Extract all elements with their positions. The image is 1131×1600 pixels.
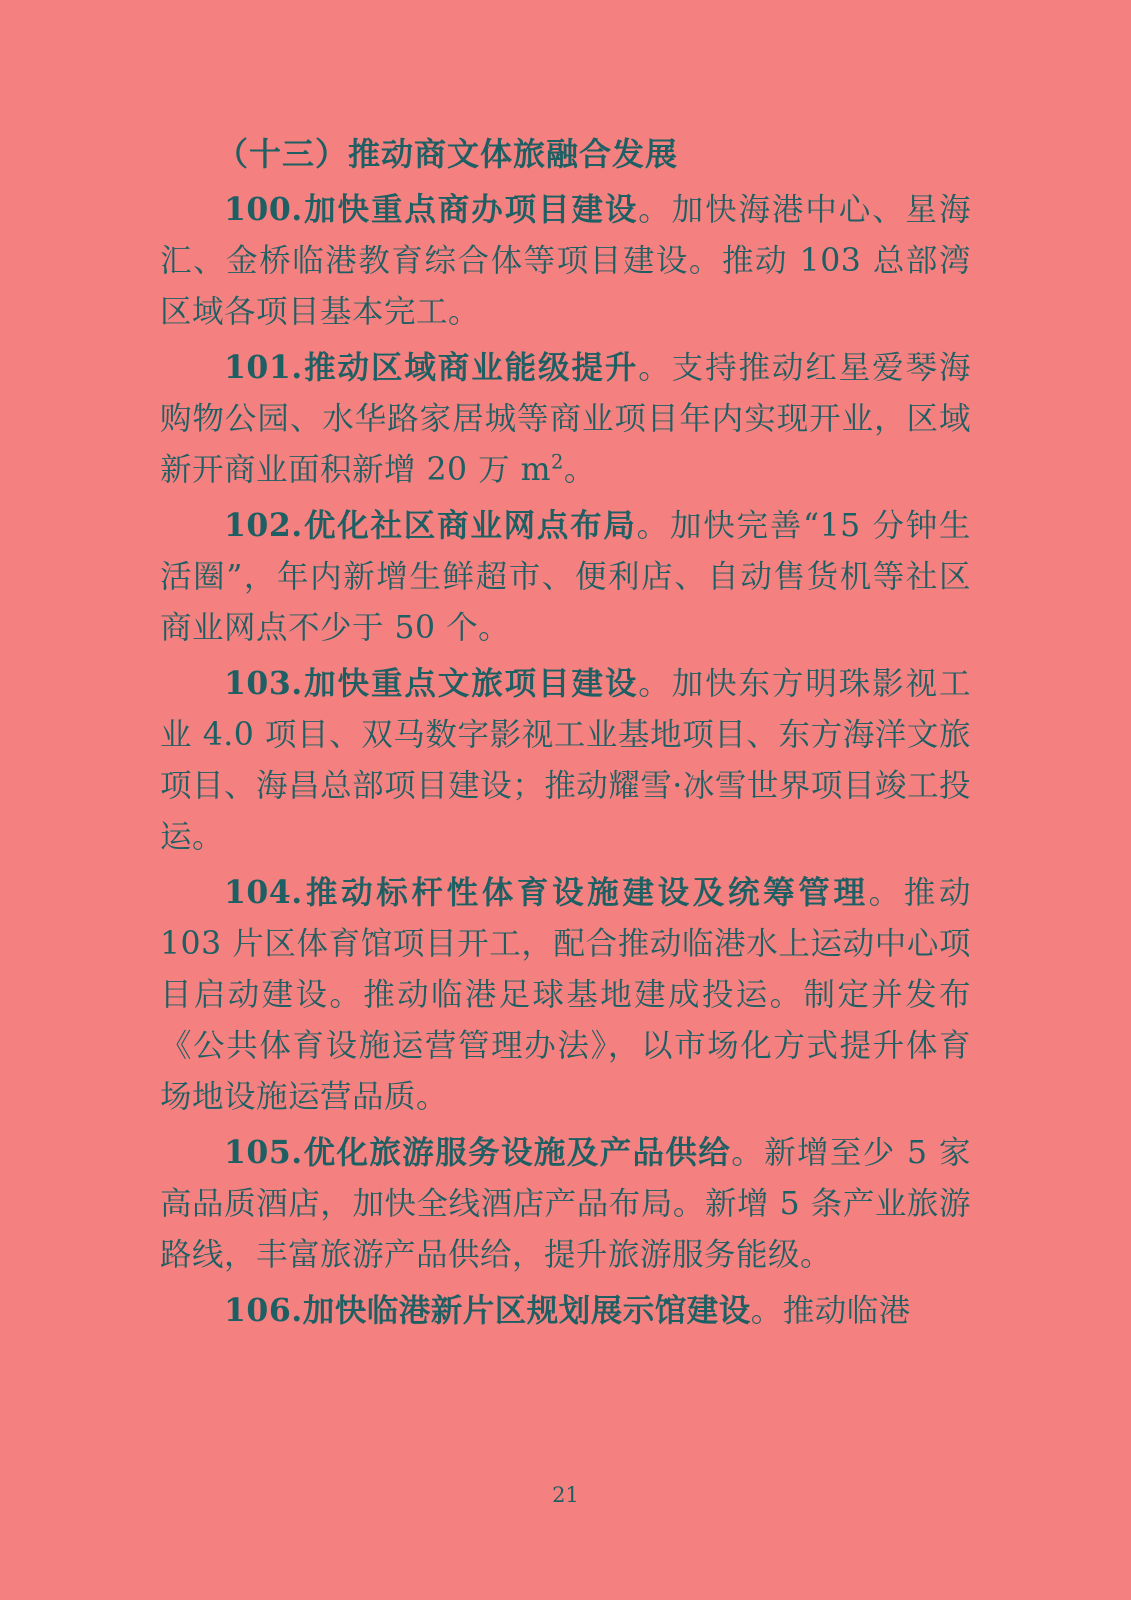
section-heading: （十三）推动商文体旅融合发展 (216, 135, 679, 173)
paragraph-102 (160, 500, 971, 654)
paragraph-100 (160, 184, 971, 338)
paragraph-101 (160, 342, 971, 496)
paragraph-number: 106. (224, 1292, 303, 1330)
paragraph-106 (160, 1285, 971, 1337)
paragraph-lead: 推动标杆性体育设施建设及统筹管理 (302, 874, 869, 912)
paragraph-lead: 加快临港新片区规划展示馆建设 (302, 1292, 751, 1330)
paragraph-lead: 优化社区商业网点布局 (302, 507, 637, 545)
paragraph-number: 102. (224, 507, 303, 545)
paragraph-lead: 加快重点商办项目建设 (302, 191, 639, 228)
paragraph-number: 100. (224, 191, 303, 228)
paragraph-text: 。支持推动红星爱琴海购物公园、水华路家居城等商业项目年内实现开业，区域新开商业面积新增 20 万 m (160, 350, 971, 489)
paragraph-text: 。加快东方明珠影视工业 4.0 项目、双马数字影视工业基地项目、东方海洋文旅项目、海昌总部项目建设；推动耀雪·冰雪世界项目竣工投运。 (160, 666, 971, 856)
document-body (160, 130, 971, 1337)
paragraph-105 (160, 1127, 971, 1281)
paragraph-number: 101. (224, 349, 303, 387)
paragraph-text: 。加快海港中心、星海汇、金桥临港教育综合体等项目建设。推动 103 总部湾区域各项目基本完工。 (160, 192, 971, 331)
paragraph-text: 。新增至少 5 家高品质酒店，加快全线酒店产品布局。新增 5 条产业旅游路线，丰富旅游产品供给，提升旅游服务能级。 (160, 1135, 971, 1274)
paragraph-number: 104. (224, 874, 303, 912)
paragraph-text-tail: 。 (563, 452, 596, 489)
paragraph-text: 。推动临港 (750, 1293, 911, 1330)
paragraph-number: 103. (224, 665, 303, 703)
paragraph-text: 。加快完善“15 分钟生活圈”，年内新增生鲜超市、便利店、自动售货机等社区商业网点不少于 50 个。 (160, 508, 971, 647)
paragraph-number: 105. (224, 1134, 303, 1172)
paragraph-103 (160, 658, 971, 863)
page-number: 21 (552, 1483, 579, 1507)
paragraph-lead: 加快重点文旅项目建设 (302, 665, 639, 703)
superscript-square: 2 (551, 450, 564, 474)
paragraph-lead: 推动区域商业能级提升 (302, 349, 639, 387)
paragraph-104 (160, 867, 971, 1123)
paragraph-lead: 优化旅游服务设施及产品供给 (302, 1134, 732, 1172)
paragraph-text: 。推动 103 片区体育馆项目开工，配合推动临港水上运动中心项目启动建设。推动临港足球基地建成投运。制定并发布《公共体育设施运营管理办法》，以市场化方式提升体育场地设施运营品质。 (160, 875, 971, 1116)
